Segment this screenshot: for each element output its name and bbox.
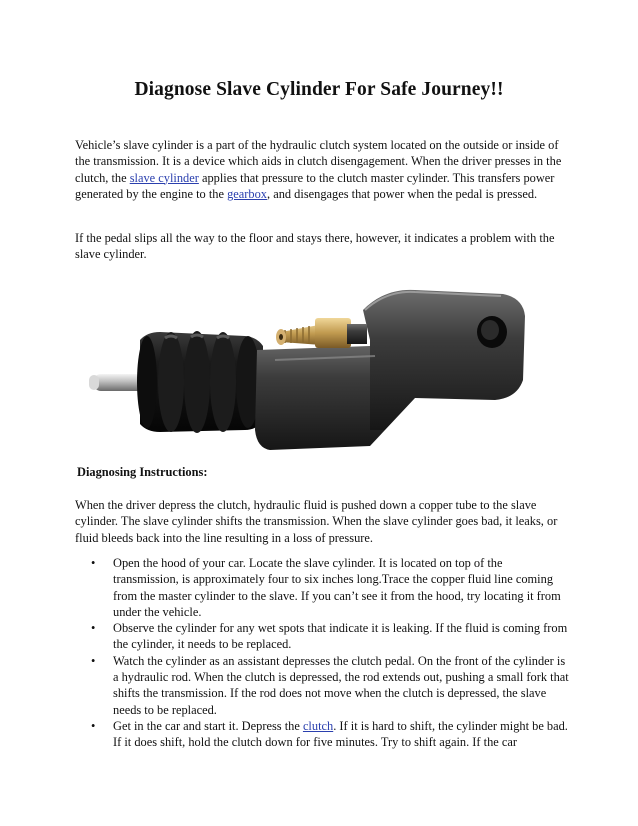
bullet-icon: • xyxy=(91,556,96,570)
slave-cylinder-link[interactable]: slave cylinder xyxy=(129,170,199,185)
list-item xyxy=(75,555,570,620)
bullet-icon: • xyxy=(91,653,96,668)
list-item xyxy=(75,620,570,653)
step-text: Open the hood of your car. Locate the slave cylinder. It is located on top of the transmission, is approximately four to six inches long.Trace the copper fluid line coming from the master cylinder to the slave. If you can’t see it from the hood, try locating it from under the vehicle. xyxy=(113,556,561,619)
gearbox-link[interactable]: gearbox xyxy=(227,186,267,201)
intro-paragraph xyxy=(75,137,575,202)
list-item xyxy=(75,718,570,751)
pedal-paragraph: If the pedal slips all the way to the floor and stays there, however, it indicates a problem with the slave cylinder. xyxy=(75,231,555,262)
step-text-part-1: Get in the car and start it. Depress the xyxy=(113,718,303,733)
clutch-link[interactable]: clutch xyxy=(302,718,334,733)
step-text-part-2: . If it is hard to shift, the cylinder might be bad. If it does shift, hold the clutch down for five minutes. Try to shift again. If the car xyxy=(113,718,568,750)
step-text: Watch the cylinder as an assistant depresses the clutch pedal. On the front of the cylinder is a hydraulic rod. When the clutch is depressed, the rod extends out, pushing a small fork that shifts the transmission. If the rod does not move when the clutch is depressed, the slave needs to be replaced. xyxy=(113,653,569,717)
intro-text-2: applies that pressure to the clutch master cylinder. This transfers power generated by the engine to the xyxy=(75,170,555,201)
diagnosing-heading: Diagnosing Instructions: xyxy=(77,465,208,479)
diagnosing-intro: When the driver depress the clutch, hydraulic fluid is pushed down a copper tube to the slave cylinder. The slave cylinder shifts the transmission. When the slave cylinder goes bad, it leaks, or fluid bleeds back into the line resulting in a loss of pressure. xyxy=(75,498,558,545)
step-text: Observe the cylinder for any wet spots that indicate it is leaking. If the fluid is coming from the cylinder, it needs to be replaced. xyxy=(113,621,568,652)
bullet-icon: • xyxy=(91,718,96,733)
intro-text-1: Vehicle’s slave cylinder is a part of the hydraulic clutch system located on the outside or inside of the transmission. It is a device which aids in clutch disengagement. When the driver presses in the clutch, the xyxy=(75,138,562,185)
diagnosing-steps-list xyxy=(75,555,570,751)
intro-text-3: , and disengages that power when the pedal is pressed. xyxy=(267,186,538,201)
bullet-icon: • xyxy=(91,621,96,636)
slave-cylinder-image xyxy=(85,280,543,460)
slave-cylinder-illustration xyxy=(85,280,543,460)
page-title: Diagnose Slave Cylinder For Safe Journey!! xyxy=(134,79,504,100)
list-item xyxy=(75,653,570,718)
